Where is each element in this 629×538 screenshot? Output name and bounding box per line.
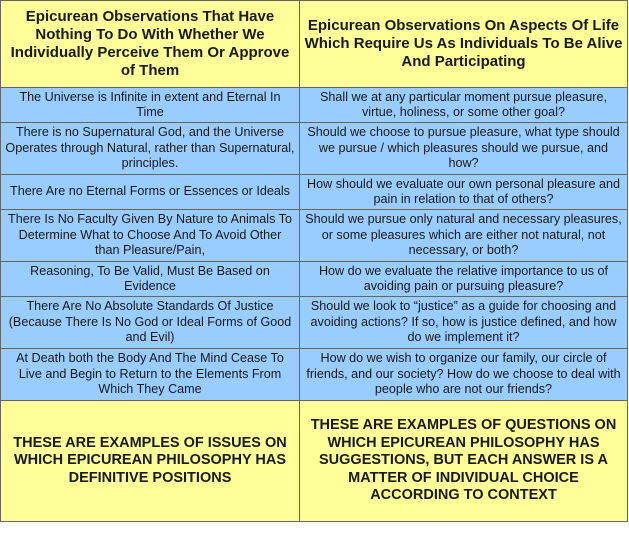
footer-row [1, 401, 628, 522]
observation-cell: There Are no Eternal Forms or Essences or Ideals [1, 175, 300, 210]
observation-cell: There is no Supernatural God, and the Universe Operates through Natural, rather than Supernatural, principles. [1, 123, 300, 175]
question-cell: How do we evaluate the relative importance to us of avoiding pain or pursuing pleasure? [300, 262, 628, 297]
question-cell: How do we wish to organize our family, our circle of friends, and our society? How do we choose to deal with people who are not our friends? [300, 349, 628, 401]
question-cell: Should we look to “justice” as a guide for choosing and avoiding actions? If so, how is justice defined, and how do we implement it? [300, 297, 628, 349]
footer-right: THESE ARE EXAMPLES OF QUESTIONS ON WHICH EPICUREAN PHILOSOPHY HAS SUGGESTIONS, BUT EACH ANSWER IS A MATTER OF INDIVIDUAL CHOICE ACCORDING TO CONTEXT [300, 401, 628, 522]
table-row [1, 175, 628, 210]
table-row [1, 123, 628, 175]
header-right: Epicurean Observations On Aspects Of Life Which Require Us As Individuals To Be Alive And Participating [300, 1, 628, 88]
question-cell: Should we choose to pursue pleasure, what type should we pursue / which pleasures should we pursue, and how? [300, 123, 628, 175]
header-row [1, 1, 628, 88]
observation-cell: Reasoning, To Be Valid, Must Be Based on Evidence [1, 262, 300, 297]
table-row [1, 297, 628, 349]
question-cell: How should we evaluate our own personal pleasure and pain in relation to that of others? [300, 175, 628, 210]
observation-cell: There Is No Faculty Given By Nature to Animals To Determine What to Choose And To Avoid Other than Pleasure/Pain, [1, 210, 300, 262]
table-row [1, 210, 628, 262]
table-row [1, 88, 628, 123]
observation-cell: The Universe is Infinite in extent and Eternal In Time [1, 88, 300, 123]
question-cell: Shall we at any particular moment pursue pleasure, virtue, holiness, or some other goal? [300, 88, 628, 123]
observation-cell: There Are No Absolute Standards Of Justice (Because There Is No God or Ideal Forms of Good and Evil) [1, 297, 300, 349]
observation-cell: At Death both the Body And The Mind Cease To Live and Begin to Return to the Elements From Which They Came [1, 349, 300, 401]
question-cell: Should we pursue only natural and necessary pleasures, or some pleasures which are either not natural, not necessary, or both? [300, 210, 628, 262]
footer-left: THESE ARE EXAMPLES OF ISSUES ON WHICH EPICUREAN PHILOSOPHY HAS DEFINITIVE POSITIONS [1, 401, 300, 522]
header-left: Epicurean Observations That Have Nothing To Do With Whether We Individually Perceive Them Or Approve of Them [1, 1, 300, 88]
table-row [1, 349, 628, 401]
table-row [1, 262, 628, 297]
